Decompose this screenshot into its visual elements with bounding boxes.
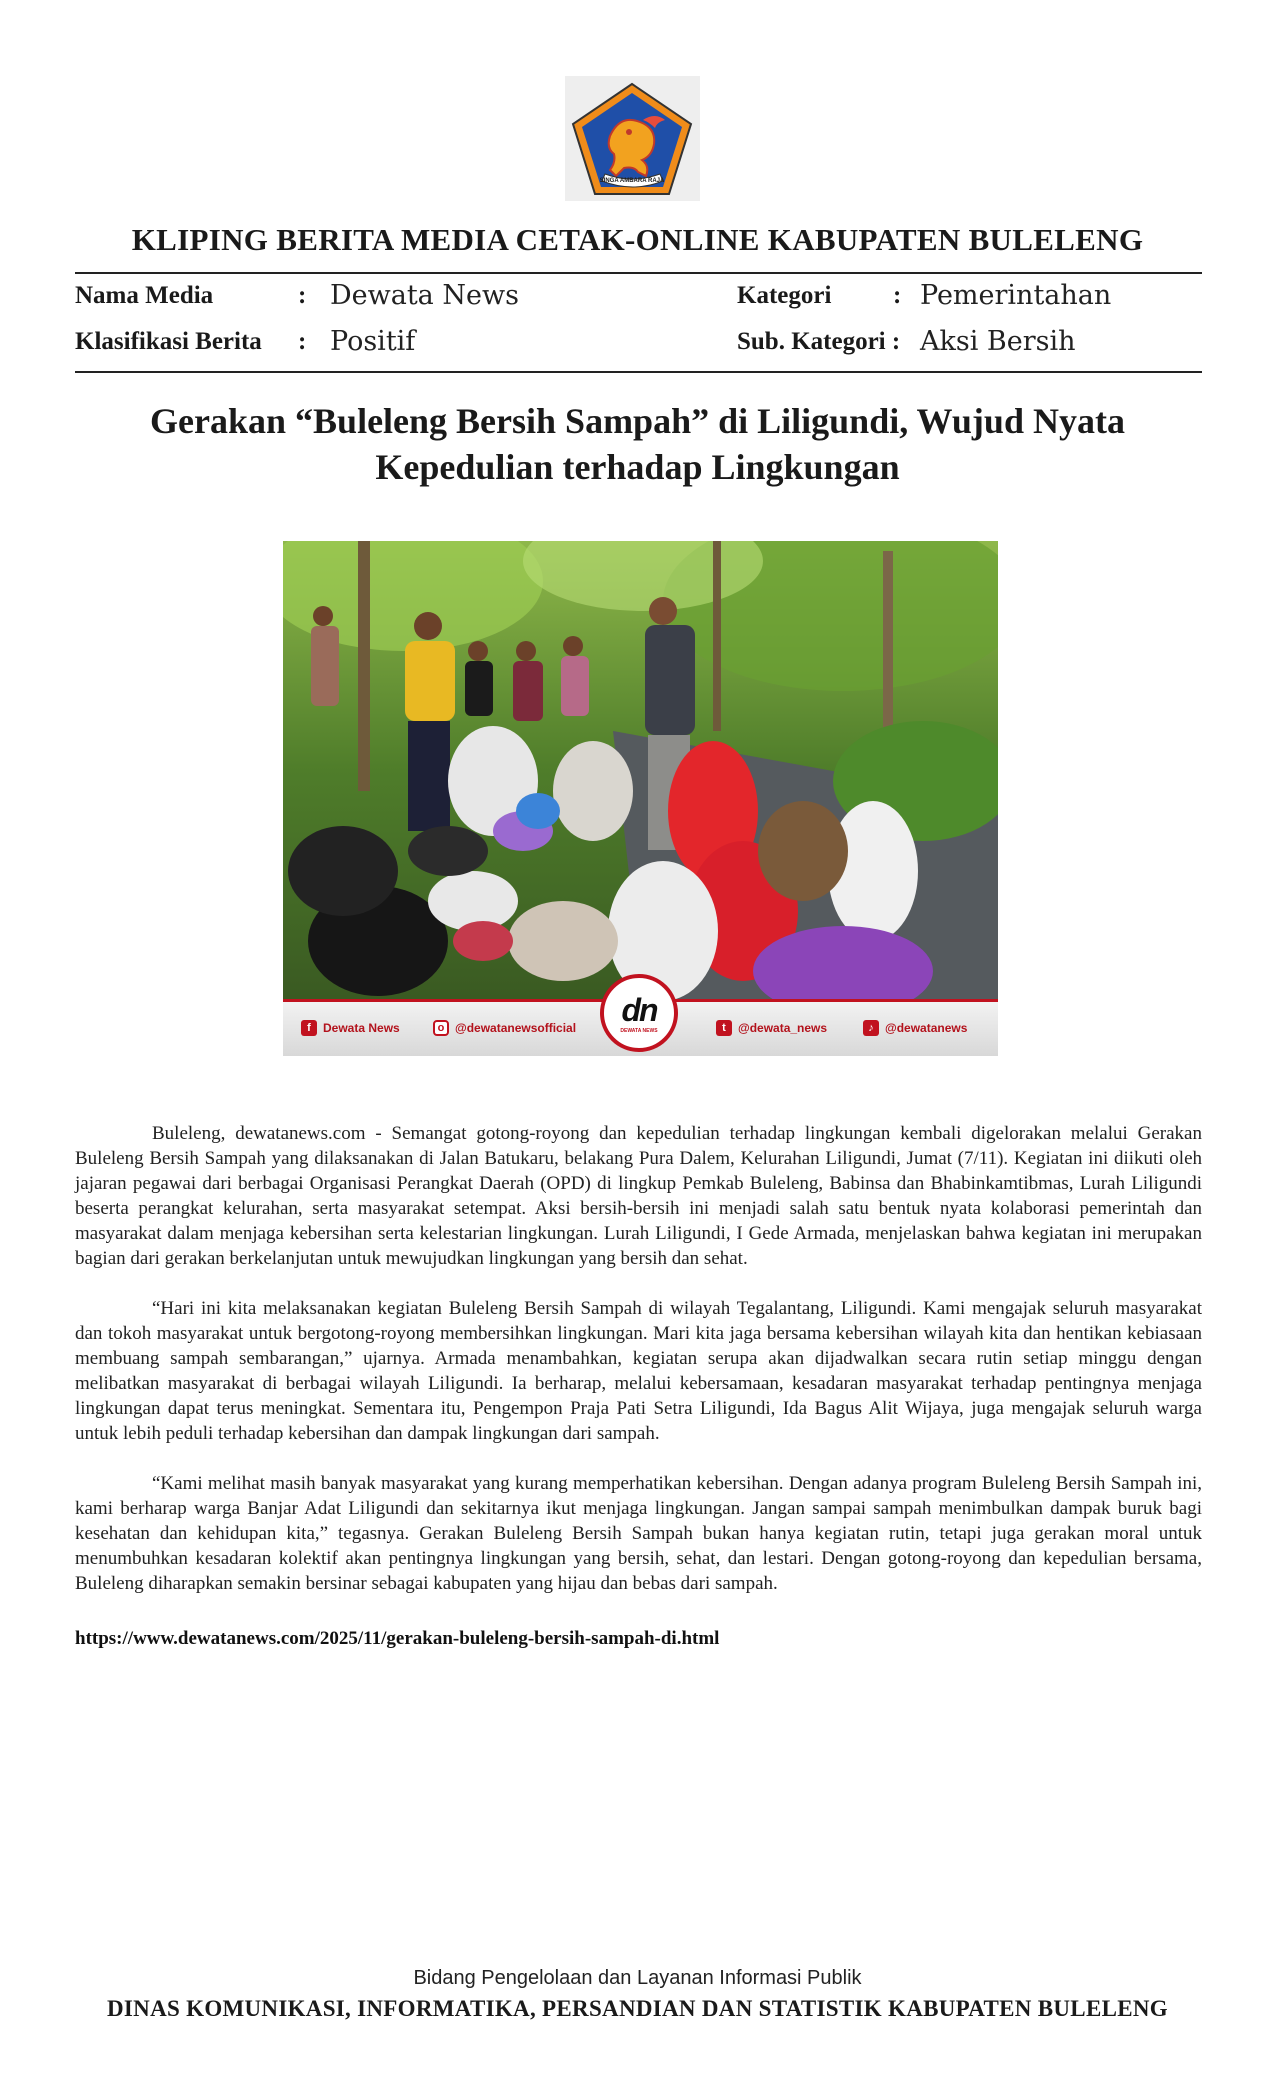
klasifikasi-berita-label: Klasifikasi Berita bbox=[75, 328, 262, 355]
facebook-icon: f bbox=[301, 1020, 317, 1036]
source-url-link[interactable]: https://www.dewatanews.com/2025/11/gerakan-buleleng-bersih-sampah-di.html bbox=[75, 1628, 720, 1649]
tiktok-handle: ♪ @dewatanews bbox=[863, 1020, 967, 1036]
kategori-value: Pemerintahan bbox=[920, 280, 1112, 311]
facebook-handle: f Dewata News bbox=[301, 1020, 400, 1036]
article-paragraph-3: “Kami melihat masih banyak masyarakat yang kurang memperhatikan kebersihan. Dengan adanya program Buleleng Bersih Sampah ini, kami berharap warga Banjar Adat Liligundi dan sekitarnya ikut menjaga lingkungan. Jangan sampai sampah menimbulkan dampak buruk bagi kesehatan dan kehidupan kita,” tegasnya. Gerakan Buleleng Bersih Sampah bukan hanya kegiatan rutin, tetapi juga gerakan moral untuk menumbuhkan kesadaran kolektif akan pentingnya lingkungan yang bersih, sehat, dan lestari. Dengan gotong-royong dan kepedulian bersama, Buleleng diharapkan semakin bersinar sebagai kabupaten yang hijau dan bebas dari sampah. bbox=[75, 1473, 1202, 1594]
article-photo bbox=[283, 541, 998, 1053]
buleleng-emblem-logo bbox=[565, 76, 700, 201]
footer-agency-name: DINAS KOMUNIKASI, INFORMATIKA, PERSANDIAN DAN STATISTIK KABUPATEN BULELENG bbox=[107, 1996, 1168, 2021]
instagram-icon: o bbox=[433, 1020, 449, 1036]
top-divider bbox=[75, 272, 1202, 274]
footer-division-name: Bidang Pengelolaan dan Layanan Informasi Publik bbox=[413, 1967, 862, 1989]
nama-media-value: Dewata News bbox=[330, 280, 519, 311]
dewata-news-badge: dn DEWATA NEWS bbox=[600, 974, 678, 1052]
twitter-handle: t @dewata_news bbox=[716, 1020, 827, 1036]
klasifikasi-berita-value: Positif bbox=[330, 326, 416, 357]
article-title: Gerakan “Buleleng Bersih Sampah” di Liligundi, Wujud Nyata Kepedulian terhadap Lingkungan bbox=[150, 401, 1125, 487]
klasifikasi-colon: : bbox=[298, 328, 307, 355]
clipping-header-title: KLIPING BERITA MEDIA CETAK-ONLINE KABUPATEN BULELENG bbox=[131, 222, 1144, 257]
article-paragraph-1: Buleleng, dewatanews.com - Semangat gotong-royong dan kepedulian terhadap lingkungan kembali digelorakan melalui Gerakan Buleleng Bersih Sampah yang dilaksanakan di Jalan Batukaru, belakang Pura Dalem, Kelurahan Liligundi, Jumat (7/11). Kegiatan ini diikuti oleh jajaran pegawai dari berbagai Organisasi Perangkat Daerah (OPD) di lingkup Pemkab Buleleng, Babinsa dan Bhabinkamtibmas, Lurah Liligundi beserta perangkat kelurahan, serta masyarakat setempat. Aksi bersih-bersih ini menjadi salah satu bentuk nyata kolaborasi pemerintah dan masyarakat dalam menjaga kebersihan serta kelestarian lingkungan. Lurah Liligundi, I Gede Armada, menjelaskan bahwa kegiatan ini merupakan bagian dari gerakan berkelanjutan untuk mewujudkan lingkungan yang bersih dan sehat. bbox=[75, 1123, 1202, 1269]
article-paragraph-2: “Hari ini kita melaksanakan kegiatan Buleleng Bersih Sampah di wilayah Tegalantang, Liligundi. Kami mengajak seluruh masyarakat dan tokoh masyarakat untuk bergotong-royong membersihkan lingkungan. Mari kita jaga bersama kebersihan wilayah kita dan hentikan kebiasaan membuang sampah sembarangan,” ujarnya. Armada menambahkan, kegiatan serupa akan dijadwalkan secara rutin setiap minggu dengan melibatkan masyarakat di berbagai wilayah Liligundi. Ia berharap, melalui kebersamaan, kesadaran masyarakat terhadap pentingnya menjaga lingkungan dapat terus meningkat. Sementara itu, Pengempon Praja Pati Setra Liligundi, Ida Bagus Alit Wijaya, juga mengajak seluruh warga untuk lebih peduli terhadap kebersihan dan dampak lingkungan dari sampah. bbox=[75, 1298, 1202, 1444]
nama-media-colon: : bbox=[298, 282, 307, 309]
sub-kategori-value: Aksi Bersih bbox=[920, 326, 1076, 357]
bottom-divider bbox=[75, 371, 1202, 373]
nama-media-label: Nama Media bbox=[75, 282, 214, 309]
kategori-colon: : bbox=[893, 282, 902, 309]
cleanup-activity-photo bbox=[283, 541, 998, 999]
logo-motto: SINGA AMBARA RAJA bbox=[599, 178, 665, 184]
twitter-icon: t bbox=[716, 1020, 732, 1036]
instagram-handle: o @dewatanewsofficial bbox=[433, 1020, 576, 1036]
social-media-bar bbox=[283, 992, 998, 1056]
article-body bbox=[75, 1121, 1202, 1621]
kategori-label: Kategori bbox=[737, 282, 832, 309]
sub-kategori-label: Sub. Kategori : bbox=[737, 328, 901, 355]
tiktok-icon: ♪ bbox=[863, 1020, 879, 1036]
